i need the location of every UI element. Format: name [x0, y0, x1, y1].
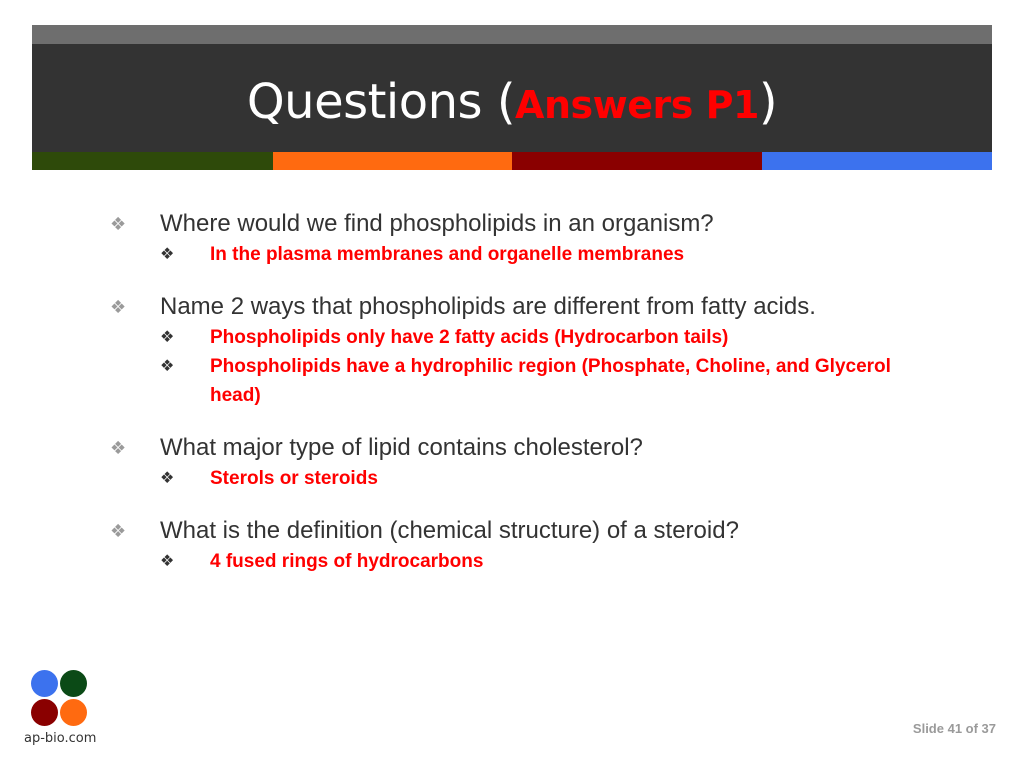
title-close: )	[758, 74, 778, 130]
color-band	[32, 152, 992, 170]
band-segment-darkred	[512, 152, 762, 170]
question-item	[108, 432, 928, 464]
slide-number: Slide 41 of 37	[912, 721, 996, 736]
answer-bullet-icon: ❖	[160, 358, 175, 375]
answer-bullet-icon: ❖	[160, 470, 175, 487]
question-text: What is the definition (chemical structure) of a steroid?	[160, 517, 739, 544]
answer-item	[158, 547, 928, 576]
band-segment-blue	[762, 152, 992, 170]
answer-bullet-icon: ❖	[160, 329, 175, 346]
band-segment-orange	[273, 152, 512, 170]
logo-text: ap-bio.com	[24, 731, 97, 746]
question-bullet-icon: ❖	[110, 521, 127, 541]
answer-item	[158, 323, 928, 352]
question-item	[108, 291, 928, 323]
title-main: Questions (	[246, 74, 516, 130]
answer-bullet-icon: ❖	[160, 246, 175, 263]
spacer	[108, 493, 928, 515]
top-strip	[32, 25, 992, 44]
spacer	[108, 410, 928, 432]
answer-item	[158, 352, 928, 410]
question-bullet-icon: ❖	[110, 214, 127, 234]
ap-bio-logo	[31, 670, 89, 726]
question-item	[108, 515, 928, 547]
answer-item	[158, 464, 928, 493]
question-text: Where would we find phospholipids in an organism?	[160, 210, 714, 237]
answer-text: Sterols or steroids	[210, 468, 378, 489]
title-accent: Answers P1	[515, 83, 759, 127]
question-item	[108, 208, 928, 240]
answer-text: In the plasma membranes and organelle membranes	[210, 244, 685, 265]
question-text: What major type of lipid contains cholesterol?	[160, 434, 643, 461]
logo-circle-orange	[60, 699, 87, 726]
question-list	[108, 208, 928, 576]
band-segment-green	[32, 152, 273, 170]
logo-circle-green	[60, 670, 87, 697]
spacer	[108, 269, 928, 291]
answer-text: Phospholipids only have 2 fatty acids (Hydrocarbon tails)	[210, 327, 729, 348]
logo-circle-red	[31, 699, 58, 726]
question-bullet-icon: ❖	[110, 297, 127, 317]
slide-title	[0, 70, 1024, 137]
logo-circle-blue	[31, 670, 58, 697]
answer-text: 4 fused rings of hydrocarbons	[210, 551, 484, 572]
question-text: Name 2 ways that phospholipids are different from fatty acids.	[160, 293, 816, 320]
answer-item	[158, 240, 928, 269]
answer-text: Phospholipids have a hydrophilic region (Phosphate, Choline, and Glycerol head)	[210, 356, 891, 406]
answer-bullet-icon: ❖	[160, 553, 175, 570]
question-bullet-icon: ❖	[110, 438, 127, 458]
